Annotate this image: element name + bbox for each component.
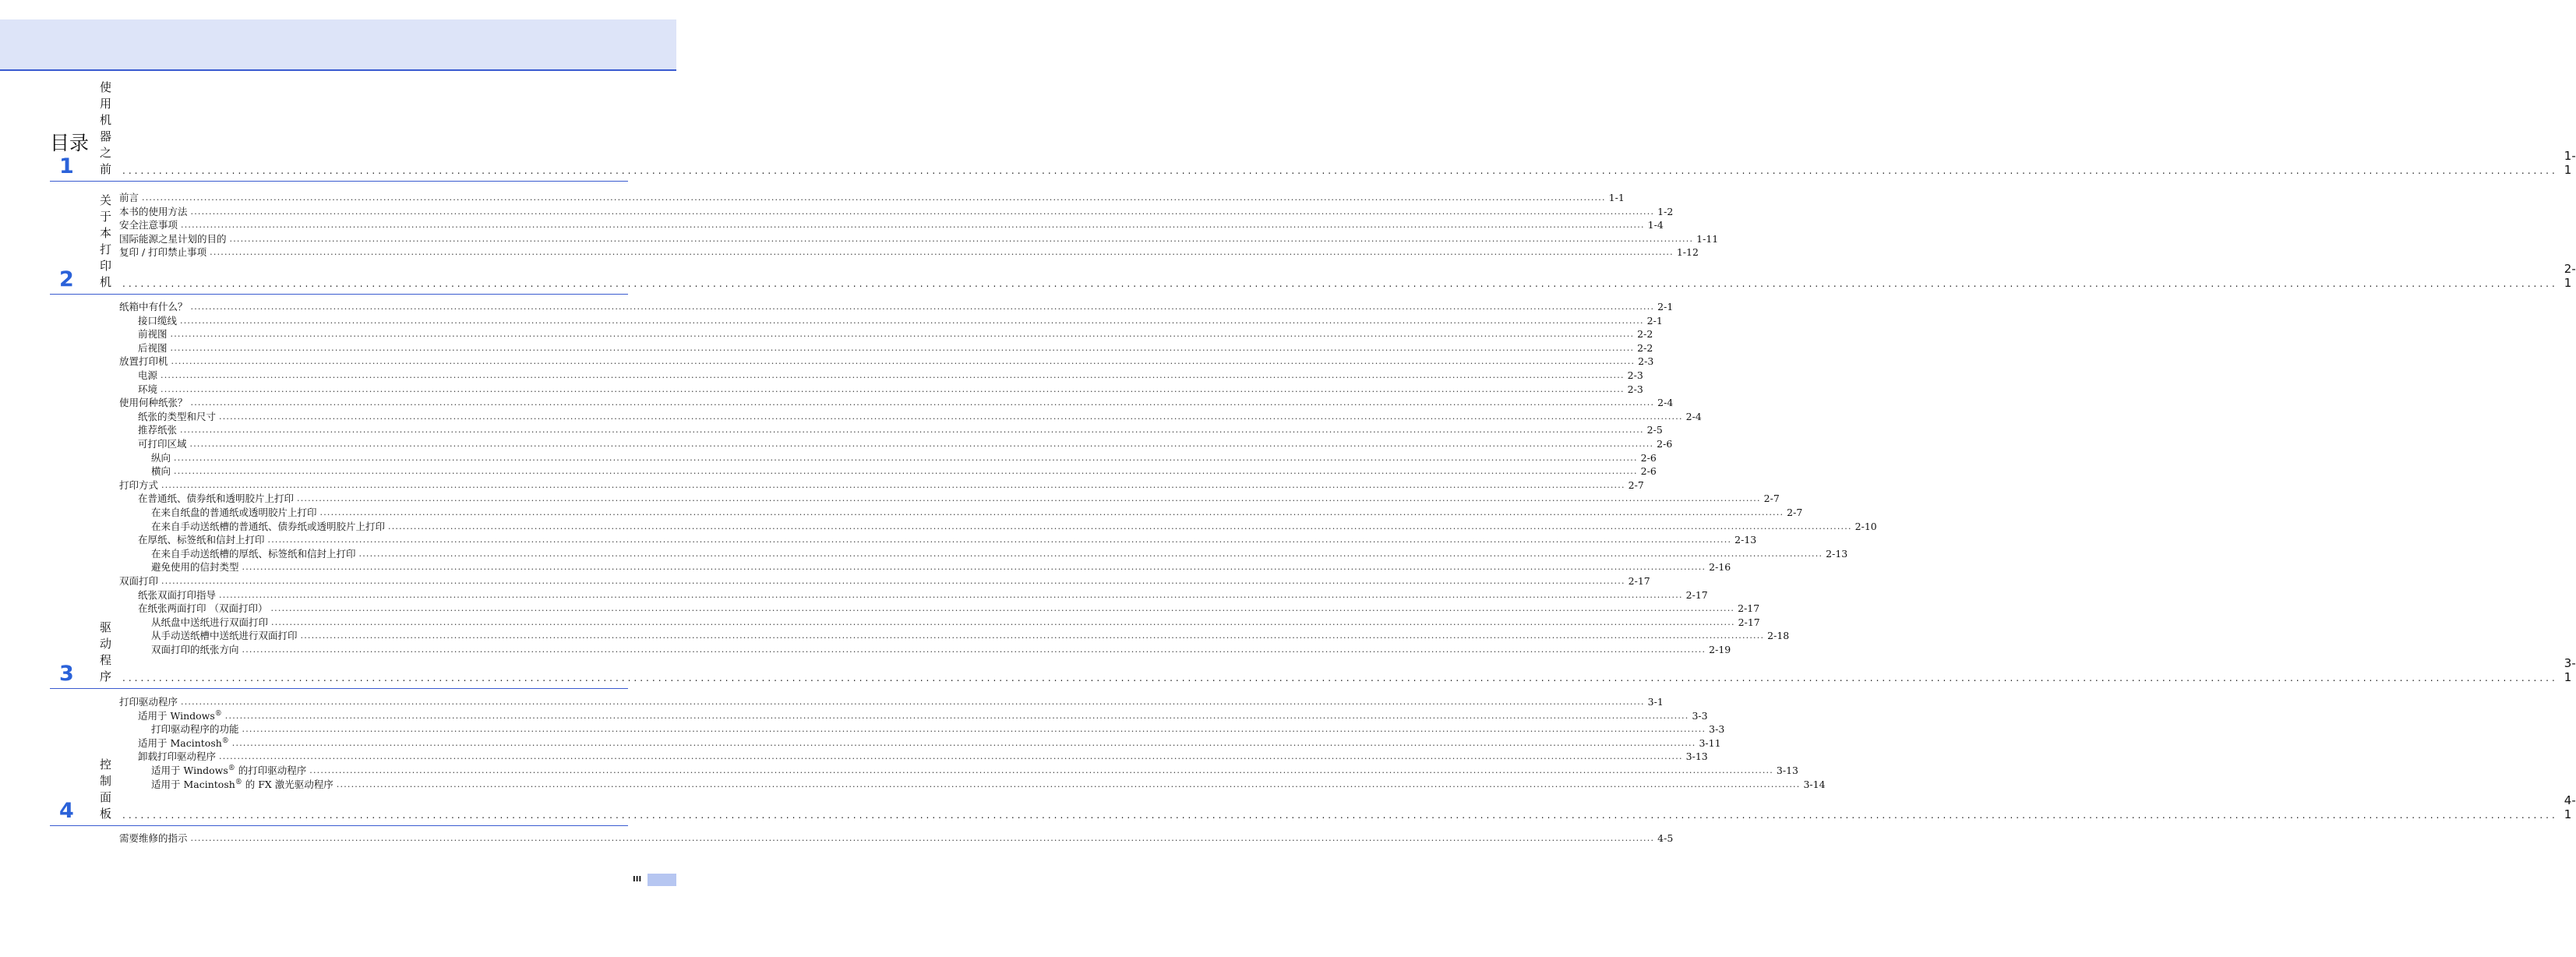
chapter-page: 1-1	[2564, 149, 2576, 177]
toc-entry-page: 3-3	[1692, 709, 1708, 722]
toc-entry-label: 放置打印机	[119, 355, 168, 368]
toc-entry-page: 2-18	[1767, 630, 1790, 642]
toc-entry-label: 从纸盘中送纸进行双面打印	[151, 616, 269, 628]
toc-entry[interactable]	[119, 478, 1644, 492]
dot-leader: ................................................................................................................................................................................................................................................................................................................................................................................................................	[388, 521, 1852, 531]
dot-leader: ................................................................................................................................................................................................................................................................................................................................................................................................................	[174, 452, 1638, 463]
toc-entry-text	[151, 779, 333, 791]
toc-entry-text	[119, 479, 158, 492]
toc-entry-page: 3-14	[1803, 778, 1826, 790]
toc-entry-page: 2-4	[1657, 397, 1674, 409]
toc-entry-page: 3-13	[1776, 765, 1799, 776]
toc-entry-label: 打印方式	[119, 478, 159, 491]
toc-entry-text	[138, 342, 168, 355]
toc-entry-text	[151, 723, 239, 736]
toc-entry-label: 纸张双面打印指导	[138, 588, 217, 601]
toc-entry-label: 需要维修的指示	[119, 832, 188, 844]
toc-entry-label: 在来自手动送纸槽的普通纸、债券纸或透明胶片上打印	[151, 520, 386, 532]
toc-entry[interactable]	[119, 232, 1719, 245]
toc-entry[interactable]	[138, 437, 1673, 450]
toc-entry-label: 卸载打印驱动程序	[138, 750, 217, 763]
toc-entry[interactable]	[138, 383, 1643, 396]
toc-entry-text	[119, 355, 168, 368]
toc-entry[interactable]	[138, 369, 1643, 382]
toc-entry-page: 2-6	[1657, 438, 1673, 450]
toc-entry-text	[151, 507, 317, 519]
dot-leader: ................................................................................................................................................................................................................................................................................................................................................................................................................	[210, 247, 1674, 258]
dot-leader: ................................................................................................................................................................................................................................................................................................................................................................................................................	[122, 165, 2558, 176]
toc-entry[interactable]	[138, 588, 1708, 602]
toc-entry-page: 3-3	[1709, 723, 1725, 736]
toc-entry[interactable]	[138, 341, 1653, 355]
chapter-number: 3	[59, 662, 74, 686]
toc-entry-page: 2-10	[1854, 520, 1877, 532]
dot-leader: ................................................................................................................................................................................................................................................................................................................................................................................................................	[300, 630, 1765, 641]
toc-entry-text	[119, 832, 188, 845]
toc-entry-label: 可打印区域	[138, 438, 187, 450]
toc-entry-page: 2-16	[1709, 561, 1731, 574]
toc-entry-page: 2-17	[1685, 588, 1708, 601]
dot-leader: ................................................................................................................................................................................................................................................................................................................................................................................................................	[297, 493, 1761, 504]
toc-entry[interactable]	[151, 464, 1657, 478]
toc-entry-label: 适用于 Macintosh	[151, 778, 235, 790]
toc-entry-text	[138, 737, 229, 750]
toc-entry-page: 2-3	[1627, 369, 1643, 381]
toc-entry[interactable]	[151, 451, 1657, 464]
dot-leader: ................................................................................................................................................................................................................................................................................................................................................................................................................	[309, 765, 1773, 775]
chapter-title: 驱动程序	[100, 620, 112, 683]
dot-leader: ................................................................................................................................................................................................................................................................................................................................................................................................................	[190, 302, 1655, 312]
toc-entry[interactable]	[138, 423, 1663, 436]
toc-entry-page: 2-1	[1657, 301, 1674, 313]
toc-entry-label: 本书的使用方法	[119, 205, 188, 217]
toc-entry-text	[138, 438, 187, 450]
toc-entry[interactable]	[151, 506, 1803, 519]
toc-entry-text	[138, 411, 216, 423]
toc-entry-text	[138, 534, 265, 546]
page-title: 目录	[50, 132, 90, 154]
toc-entry-text	[119, 575, 158, 588]
chapter-page: 3-1	[2564, 656, 2576, 684]
toc-entry[interactable]	[119, 300, 1674, 313]
dot-leader: ................................................................................................................................................................................................................................................................................................................................................................................................................	[180, 425, 1644, 436]
toc-entry-page: 3-1	[1647, 696, 1664, 708]
toc-entry-label: 双面打印的纸张方向	[151, 644, 239, 655]
toc-entry-text	[151, 465, 171, 478]
dot-leader: ................................................................................................................................................................................................................................................................................................................................................................................................................	[181, 220, 1645, 231]
toc-entry-page: 1-4	[1647, 219, 1664, 231]
dot-leader: ................................................................................................................................................................................................................................................................................................................................................................................................................	[142, 192, 1606, 203]
dot-leader: ................................................................................................................................................................................................................................................................................................................................................................................................................	[267, 535, 1732, 546]
toc-entry-page: 2-6	[1640, 451, 1657, 464]
toc-entry-page: 2-17	[1738, 616, 1760, 628]
toc-entry[interactable]	[138, 709, 1708, 722]
toc-entry-text	[119, 397, 188, 409]
dot-leader: ................................................................................................................................................................................................................................................................................................................................................................................................................	[170, 342, 1635, 353]
toc-entry[interactable]	[138, 736, 1721, 750]
toc-entry-page: 1-11	[1696, 232, 1719, 245]
dot-leader: ................................................................................................................................................................................................................................................................................................................................................................................................................	[122, 810, 2558, 821]
toc-entry-page: 2-13	[1734, 534, 1757, 546]
toc-entry-label: 电源	[138, 369, 158, 381]
toc-entry-page: 2-5	[1646, 424, 1663, 436]
toc-entry-label: 纵向	[151, 451, 171, 464]
toc-entry-page: 2-2	[1637, 328, 1653, 341]
registered-mark: ®	[214, 709, 222, 718]
header-band	[0, 19, 676, 71]
toc-entry-text	[151, 452, 171, 464]
toc-entry[interactable]	[138, 314, 1663, 327]
toc-entry-label: 打印驱动程序	[119, 696, 178, 708]
dot-leader: ................................................................................................................................................................................................................................................................................................................................................................................................................	[190, 833, 1655, 843]
toc-entry[interactable]	[138, 492, 1780, 505]
toc-entry[interactable]	[119, 245, 1699, 259]
dot-leader: ................................................................................................................................................................................................................................................................................................................................................................................................................	[170, 329, 1635, 340]
toc-entry-label: 前言	[119, 192, 139, 203]
toc-entry-label: 纸张的类型和尺寸	[138, 410, 217, 422]
toc-entry-label: 使用何种纸张？	[119, 397, 188, 409]
toc-entry-label-suffix: 的打印驱动程序	[235, 765, 307, 776]
dot-leader: ................................................................................................................................................................................................................................................................................................................................................................................................................	[219, 751, 1683, 762]
toc-entry-text	[119, 192, 139, 204]
toc-entry-text	[138, 602, 267, 615]
dot-leader: ................................................................................................................................................................................................................................................................................................................................................................................................................	[180, 315, 1644, 326]
dot-leader: ................................................................................................................................................................................................................................................................................................................................................................................................................	[336, 779, 1801, 789]
dot-leader: ................................................................................................................................................................................................................................................................................................................................................................................................................	[174, 466, 1638, 477]
toc-entry-text	[151, 630, 298, 642]
toc-entry[interactable]	[138, 750, 1708, 763]
toc-entry[interactable]	[119, 191, 1625, 204]
chapter-number: 2	[59, 267, 74, 291]
toc-entry-text	[119, 246, 206, 259]
toc-entry-text	[119, 696, 178, 708]
dot-leader: ................................................................................................................................................................................................................................................................................................................................................................................................................	[229, 233, 1694, 244]
toc-entry-label: 适用于 Macintosh	[138, 736, 222, 749]
toc-entry-text	[138, 710, 222, 722]
registered-mark: ®	[228, 764, 235, 772]
toc-entry[interactable]	[119, 574, 1650, 588]
toc-entry[interactable]	[119, 832, 1674, 845]
chapter-page: 2-1	[2564, 262, 2576, 290]
dot-leader: ................................................................................................................................................................................................................................................................................................................................................................................................................	[219, 411, 1683, 422]
registered-mark: ®	[221, 736, 229, 745]
toc-entry-text	[119, 233, 227, 245]
toc-entry-label: 从手动送纸槽中送纸进行双面打印	[151, 630, 298, 642]
toc-entry-label: 安全注意事项	[119, 219, 178, 231]
toc-entry[interactable]	[151, 764, 1799, 777]
dot-leader: ................................................................................................................................................................................................................................................................................................................................................................................................................	[190, 397, 1655, 408]
chapter-title: 使用机器之前	[100, 80, 112, 176]
dot-leader: ................................................................................................................................................................................................................................................................................................................................................................................................................	[190, 206, 1655, 217]
toc-entry-label: 接口缆线	[138, 314, 178, 327]
toc-entry-label: 在厚纸、标签纸和信封上打印	[138, 534, 265, 546]
toc-entry[interactable]	[138, 533, 1757, 546]
toc-entry-page: 1-2	[1657, 205, 1674, 217]
toc-entry-page: 2-17	[1628, 575, 1650, 587]
chapter-page: 4-1	[2564, 793, 2576, 821]
toc-entry-label: 推荐纸张	[138, 424, 178, 436]
toc-entry-label: 在普通纸、债券纸和透明胶片上打印	[138, 493, 295, 505]
dot-leader: ................................................................................................................................................................................................................................................................................................................................................................................................................	[219, 589, 1683, 600]
dot-leader: ................................................................................................................................................................................................................................................................................................................................................................................................................	[242, 724, 1706, 735]
chapter-title: 关于本打印机	[100, 193, 112, 289]
toc-entry-page: 2-2	[1637, 341, 1653, 354]
toc-entry-text	[138, 383, 157, 396]
toc-entry-text	[119, 206, 188, 218]
dot-leader: ................................................................................................................................................................................................................................................................................................................................................................................................................	[171, 356, 1636, 367]
toc-entry-page: 3-11	[1699, 736, 1721, 749]
toc-entry-text	[119, 219, 178, 231]
toc-entry-label: 适用于 Windows	[138, 709, 215, 722]
toc-entry-text	[151, 616, 268, 629]
toc-entry-label: 前视图	[138, 328, 168, 341]
toc-entry-page: 1-12	[1676, 246, 1699, 259]
toc-entry-text	[119, 301, 188, 313]
toc-entry[interactable]	[119, 205, 1674, 218]
toc-entry-page: 2-7	[1628, 478, 1644, 491]
toc-entry-label: 环境	[138, 383, 158, 395]
toc-entry-text	[138, 424, 177, 436]
dot-leader: ................................................................................................................................................................................................................................................................................................................................................................................................................	[122, 278, 2558, 289]
dot-leader: ................................................................................................................................................................................................................................................................................................................................................................................................................	[319, 507, 1784, 517]
toc-entry-page: 2-19	[1709, 644, 1731, 655]
toc-entry-page: 2-7	[1787, 507, 1803, 518]
dot-leader: ................................................................................................................................................................................................................................................................................................................................................................................................................	[161, 576, 1625, 586]
toc-entry[interactable]	[119, 355, 1654, 368]
toc-entry[interactable]	[151, 616, 1760, 629]
toc-entry-text	[151, 521, 385, 533]
toc-entry-text	[151, 644, 239, 656]
toc-entry[interactable]	[138, 327, 1653, 341]
toc-entry-text	[138, 589, 216, 602]
toc-entry-label: 横向	[151, 465, 171, 478]
toc-entry-label: 纸箱中有什么？	[119, 301, 188, 313]
chapter-title: 控制面板	[100, 757, 112, 821]
toc-entry-label: 复印 / 打印禁止事项	[119, 246, 207, 259]
toc-entry-text	[138, 369, 157, 382]
toc-entry-label: 国际能源之星计划的目的	[119, 232, 227, 245]
toc-entry-label: 双面打印	[119, 575, 159, 587]
toc-entry-label: 适用于 Windows	[151, 765, 228, 776]
toc-entry-page: 2-17	[1738, 602, 1760, 615]
toc-entry-page: 2-13	[1826, 547, 1848, 560]
chapter-number: 1	[59, 154, 74, 178]
dot-leader: ................................................................................................................................................................................................................................................................................................................................................................................................................	[181, 697, 1645, 707]
toc-entry[interactable]	[151, 547, 1848, 560]
toc-entry[interactable]	[138, 410, 1702, 423]
toc-entry-page: 2-1	[1646, 314, 1663, 327]
toc-entry[interactable]	[151, 520, 1877, 533]
toc-entry[interactable]	[151, 778, 1826, 791]
chapter-number: 4	[59, 799, 74, 823]
toc-entry[interactable]	[151, 560, 1731, 574]
toc-entry-page: 2-4	[1685, 410, 1702, 422]
toc-entry-text	[138, 315, 177, 327]
toc-entry-label: 后视图	[138, 341, 168, 354]
toc-entry-text	[151, 765, 306, 777]
toc-entry-label: 打印驱动程序的功能	[151, 723, 239, 736]
dot-leader: ................................................................................................................................................................................................................................................................................................................................................................................................................	[231, 737, 1696, 748]
dot-leader: ................................................................................................................................................................................................................................................................................................................................................................................................................	[271, 616, 1735, 627]
toc-entry-label: 避免使用的信封类型	[151, 561, 239, 574]
registered-mark: ®	[235, 778, 242, 786]
toc-entry-text	[138, 328, 168, 341]
toc-entry-page: 1-1	[1608, 192, 1625, 203]
toc-entry[interactable]	[119, 218, 1664, 231]
toc-entry-page: 2-3	[1638, 355, 1654, 368]
toc-entry-page: 3-13	[1685, 750, 1708, 763]
toc-entry-label-suffix: 的 FX 激光驱动程序	[242, 778, 333, 790]
toc-entry-page: 2-7	[1763, 493, 1780, 505]
toc-entry-page: 2-6	[1640, 465, 1657, 478]
dot-leader: ................................................................................................................................................................................................................................................................................................................................................................................................................	[270, 603, 1735, 614]
toc-entry[interactable]	[119, 695, 1664, 708]
toc-entry-text	[138, 493, 294, 505]
toc-entry[interactable]	[151, 722, 1725, 736]
dot-leader: ................................................................................................................................................................................................................................................................................................................................................................................................................	[161, 370, 1625, 380]
dot-leader: ................................................................................................................................................................................................................................................................................................................................................................................................................	[122, 673, 2558, 683]
toc-entry-text	[151, 561, 239, 574]
dot-leader: ................................................................................................................................................................................................................................................................................................................................................................................................................	[242, 562, 1706, 573]
toc-entry-label: 在纸张两面打印 （双面打印）	[138, 602, 268, 615]
toc-entry-label: 在来自纸盘的普通纸或透明胶片上打印	[151, 507, 317, 518]
toc-entry-text	[138, 750, 216, 763]
page-tab	[648, 874, 676, 886]
dot-leader: ................................................................................................................................................................................................................................................................................................................................................................................................................	[358, 548, 1823, 559]
toc-entry-page: 4-5	[1657, 832, 1674, 844]
toc-entry[interactable]	[151, 643, 1731, 656]
toc-entry[interactable]	[151, 629, 1790, 642]
dot-leader: ................................................................................................................................................................................................................................................................................................................................................................................................................	[161, 383, 1625, 394]
toc-entry[interactable]	[119, 396, 1674, 409]
dot-leader: ................................................................................................................................................................................................................................................................................................................................................................................................................	[189, 439, 1654, 449]
toc-entry-text	[151, 548, 356, 560]
toc-entry[interactable]	[138, 602, 1760, 615]
dot-leader: ................................................................................................................................................................................................................................................................................................................................................................................................................	[224, 710, 1689, 721]
toc-entry-label: 在来自手动送纸槽的厚纸、标签纸和信封上打印	[151, 547, 356, 560]
dot-leader: ................................................................................................................................................................................................................................................................................................................................................................................................................	[242, 644, 1706, 655]
page-number: III	[633, 875, 642, 884]
toc-entry-page: 2-3	[1627, 383, 1643, 395]
dot-leader: ................................................................................................................................................................................................................................................................................................................................................................................................................	[161, 479, 1625, 490]
